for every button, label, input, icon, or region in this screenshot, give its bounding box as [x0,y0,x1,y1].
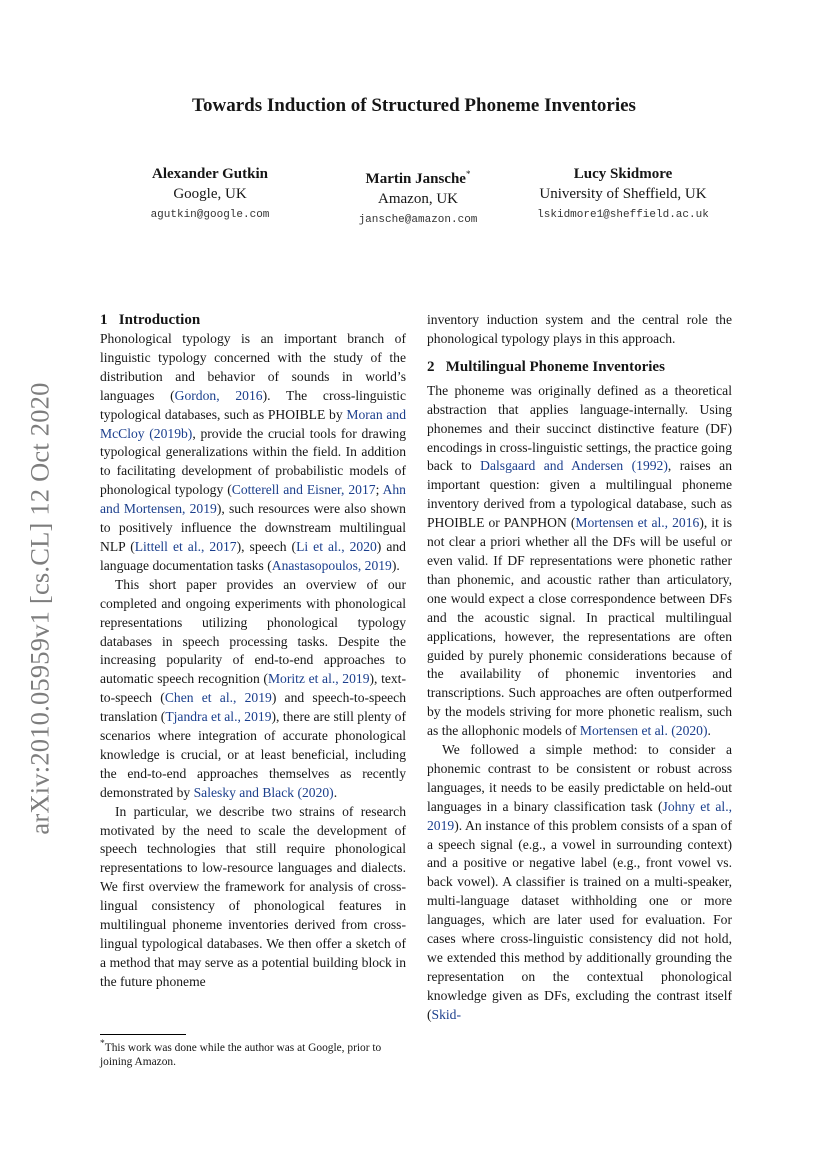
paragraph [100,576,406,803]
paragraph [427,311,732,349]
text-run: ). [391,557,400,573]
footnote-mark: * [465,169,471,179]
text-run: This short paper provides an overview of our completed and ongoing experiments with phonological representations utilizing phonological typology databases in speech processing tasks. Despite the increasing popularity of end-to-end approaches to automatic speech recognition ( [100,576,406,687]
footnote: *This work was done while the author was at Google, prior to joining Amazon. [100,1039,382,1069]
author-block [303,164,533,231]
text-run: ( [566,515,576,531]
paragraph [100,803,406,992]
small-caps-term: PANPHON [503,515,567,531]
right-column [427,311,732,1025]
left-column [100,310,406,992]
text-run: ) and language documentation tasks ( [100,538,406,573]
author-name: Lucy Skidmore [573,166,673,182]
author-email[interactable]: agutkin@google.com [150,209,270,221]
paragraph [100,330,406,576]
paragraph [427,741,732,1025]
text-run: ; [375,482,383,498]
citation-link[interactable]: Anastasopoulos, 2019 [271,557,392,573]
author-affiliation: University of Sheffield, UK [539,186,707,202]
text-run: or [484,515,504,531]
citation-link[interactable]: Chen et al., 2019 [164,690,272,706]
author-block [95,164,325,226]
text-run: inventory induction system and the central role the phonological typology plays in this approach. [427,312,732,346]
text-run: ), text-to-speech ( [100,671,406,706]
text-run: ), it is not clear a priori whether all the DFs will be useful or even valid. If DF representations were phonetic rather than phonemic, and acoustic rather than articulatory, one would expect a close correspondence between DFs and the acoustic signal. In practical multilingual applications, however, the representations are often guided by purely phonemic considerations because of the availability of phonemic inventories and transcriptions. Such approaches are often outperformed by the models striving for more phonetic realism, such as the allophonic models of [427,515,732,739]
text-run: ) and speech-to-speech translation ( [100,690,407,725]
author-affiliation: Amazon, UK [378,191,458,207]
text-run: ). The cross-linguistic typological databases, such as [100,387,406,422]
citation-link[interactable]: Ahn and Mortensen, 2019 [100,482,406,517]
author-email[interactable]: jansche@amazon.com [358,214,478,226]
paper-title: Towards Induction of Structured Phoneme Inventories [192,95,636,116]
section-heading: 2 Multilingual Phoneme Inventories [427,358,665,375]
citation-link[interactable]: Tjandra et al., 2019 [165,709,272,725]
author-block [508,164,738,226]
citation-link[interactable]: Johny et al., 2019 [427,798,732,833]
citation-link[interactable]: Li et al., 2020 [296,538,377,554]
text-run: . [707,723,711,739]
text-run: In particular, we describe two strains of research motivated by the need to scale the development of speech technologies that still require phonological representations to low-resource languages and dialects. We first overview the framework for analysis of cross-lingual consistency of phonological features in multilingual phoneme inventories derived from cross-lingual typological databases. We then offer a sketch of a method that may serve as a potential building block in the future phoneme [100,803,406,989]
citation-link[interactable]: Salesky and Black (2020) [193,784,334,800]
text-run: , raises an important question: given a multilingual phoneme inventory derived from a typological database, such as [427,458,732,512]
small-caps-term: PHOIBLE [267,406,326,422]
text-run: by [325,406,347,422]
citation-link[interactable]: Moritz et al., 2019 [267,671,370,687]
citation-link[interactable]: Mortensen et al., 2016 [575,515,700,531]
text-run: Phonological typology is an important branch of linguistic typology concerned with the study of the distribution and behavior of sounds in world’s languages ( [100,331,406,403]
footnote-mark: * [100,1039,105,1049]
footnote-rule [100,1034,186,1035]
text-run: ), such resources were also shown to positively influence the downstream multilingual NLP ( [100,501,406,554]
citation-link[interactable]: Dalsgaard and Andersen (1992) [480,458,668,474]
text-run: The phoneme was originally defined as a theoretical abstraction that applies language-internally. Using phonemes and their succinct distinctive feature (DF) encodings in cross-linguistic settings, the practice going back to [427,382,732,474]
author-email[interactable]: lskidmore1@sheffield.ac.uk [537,209,709,221]
citation-link[interactable]: Skid- [431,1006,461,1022]
author-name: Alexander Gutkin [152,166,268,182]
section-heading: 1 Introduction [100,312,201,328]
arxiv-stamp: arXiv:2010.05959v1 [cs.CL] 12 Oct 2020 [24,381,55,835]
citation-link[interactable]: Littell et al., 2017 [134,538,237,554]
text-run: ), there are still plenty of scenarios where integration of accurate phonological knowledge is crucial, or at least beneficial, including the end-to-end approaches themselves as recently demonstrated by [100,709,406,800]
text-run: ), speech ( [236,538,297,554]
text-run: . [333,784,338,800]
author-name: Martin Jansche* [365,169,471,187]
citation-link[interactable]: Moran and McCloy (2019b) [100,406,406,441]
text-run: ). An instance of this problem consists of a span of a speech signal (e.g., a vowel in surrounding context) and a positive or negative label (e.g., front vowel vs. back vowel). A classifier is trained on a multi-speaker, multi-language dataset withholding one or more languages, which are later used for evaluation. For cases where cross-linguistic consistency did not hold, we extended this method by additionally grounding the representation on the contextual phonological knowledge given as DFs, excluding the contrast itself ( [427,817,732,1022]
citation-link[interactable]: Cotterell and Eisner, 2017 [231,482,376,498]
citation-link[interactable]: Mortensen et al. (2020) [579,723,708,739]
text-run: We followed a simple method: to consider a phonemic contrast to be consistent or robust across languages, it needs to be easily predictable on held-out languages in a binary classification task ( [427,742,732,814]
small-caps-term: PHOIBLE [427,515,485,531]
paragraph [427,382,732,741]
citation-link[interactable]: Gordon, 2016 [174,387,263,403]
text-run: , provide the crucial tools for drawing typological generalizations within the field. In addition to facilitating development of probabilistic models of phonological typology ( [100,425,407,498]
author-affiliation: Google, UK [173,186,247,202]
